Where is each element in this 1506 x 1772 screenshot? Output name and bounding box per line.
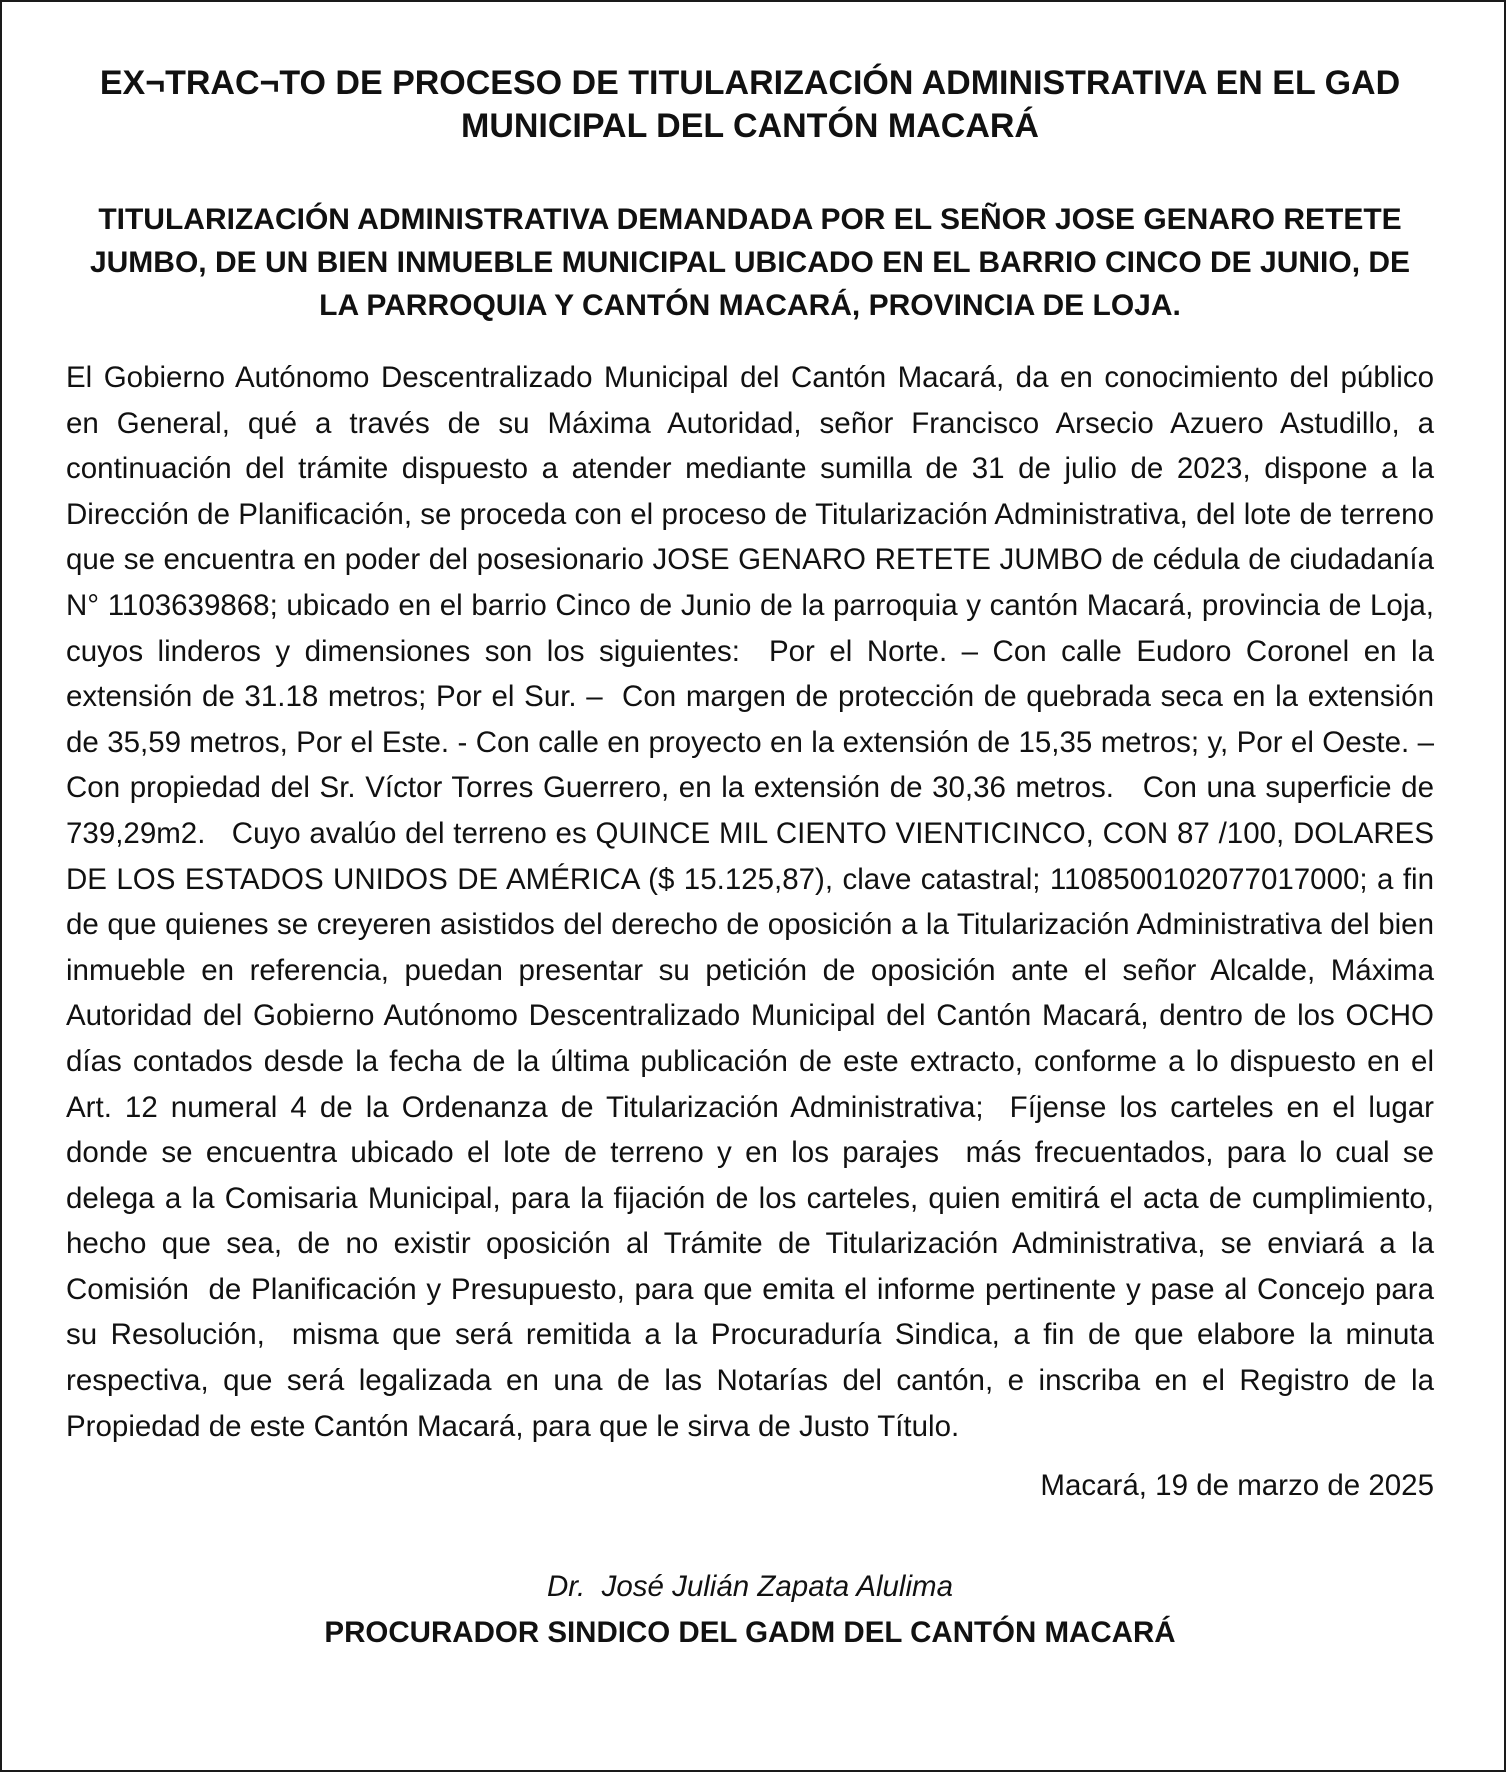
place-and-date: Macará, 19 de marzo de 2025	[1040, 1469, 1434, 1503]
signer-position: PROCURADOR SINDICO DEL GADM DEL CANTÓN MACARÁ	[324, 1616, 1176, 1650]
signer-name: Dr. José Julián Zapata Alulima	[546, 1570, 954, 1604]
notice-title: EX¬TRAC¬TO DE PROCESO DE TITULARIZACIÓN ADMINISTRATIVA EN EL GAD MUNICIPAL DEL CANTÓN MACARÁ	[99, 64, 1401, 145]
notice-subtitle: TITULARIZACIÓN ADMINISTRATIVA DEMANDADA POR EL SEÑOR JOSE GENARO RETETE JUMBO, DE UN BIEN INMUEBLE MUNICIPAL UBICADO EN EL BARRIO CINCO DE JUNIO, DE LA PARROQUIA Y CANTÓN MACARÁ, PROVINCIA DE LOJA.	[89, 203, 1411, 322]
notice-body-paragraph: El Gobierno Autónomo Descentralizado Municipal del Cantón Macará, da en conocimiento del público en General, qué a través de su Máxima Autoridad, señor Francisco Arsecio Azuero Astudillo, a continuación del trámite dispuesto a atender mediante sumilla de 31 de julio de 2023, dispone a la Dirección de Planificación, se proceda con el proceso de Titularización Administrativa, del lote de terreno que se encuentra en poder del posesionario JOSE GENARO RETETE JUMBO de cédula de ciudadanía N° 1103639868; ubicado en el barrio Cinco de Junio de la parroquia y cantón Macará, provincia de Loja, cuyos linderos y dimensiones son los siguientes: Por el Norte. – Con calle Eudoro Coronel en la extensión de 31.18 metros; Por el Sur. – Con margen de protección de quebrada seca en la extensión de 35,59 metros, Por el Este. - Con calle en proyecto en la extensión de 15,35 metros; y, Por el Oeste. – Con propiedad del Sr. Víctor Torres Guerrero, en la extensión de 30,36 metros. Con una superficie de 739,29m2. Cuyo avalúo del terreno es QUINCE MIL CIENTO VIENTICINCO, CON 87 /100, DOLARES DE LOS ESTADOS UNIDOS DE AMÉRICA ($ 15.125,87), clave catastral; 1108500102077017000; a fin de que quienes se creyeren asistidos del derecho de oposición a la Titularización Administrativa del bien inmueble en referencia, puedan presentar su petición de oposición ante el señor Alcalde, Máxima Autoridad del Gobierno Autónomo Descentralizado Municipal del Cantón Macará, dentro de los OCHO días contados desde la fecha de la última publicación de este extracto, conforme a lo dispuesto en el Art. 12 numeral 4 de la Ordenanza de Titularización Administrativa; Fíjense los carteles en el lugar donde se encuentra ubicado el lote de terreno y en los parajes más frecuentados, para lo cual se delega a la Comisaria Municipal, para la fijación de los carteles, quien emitirá el acta de cumplimiento, hecho que sea, de no existir oposición al Trámite de Titularización Administrativa, se enviará a la Comisión de Planificación y Presupuesto, para que emita el informe pertinente y pase al Concejo para su Resolución, misma que será remitida a la Procuraduría Sindica, a fin de que elabore la minuta respectiva, que será legalizada en una de las Notarías del cantón, e inscriba en el Registro de la Propiedad de este Cantón Macará, para que le sirva de Justo Título.	[66, 361, 1443, 1443]
